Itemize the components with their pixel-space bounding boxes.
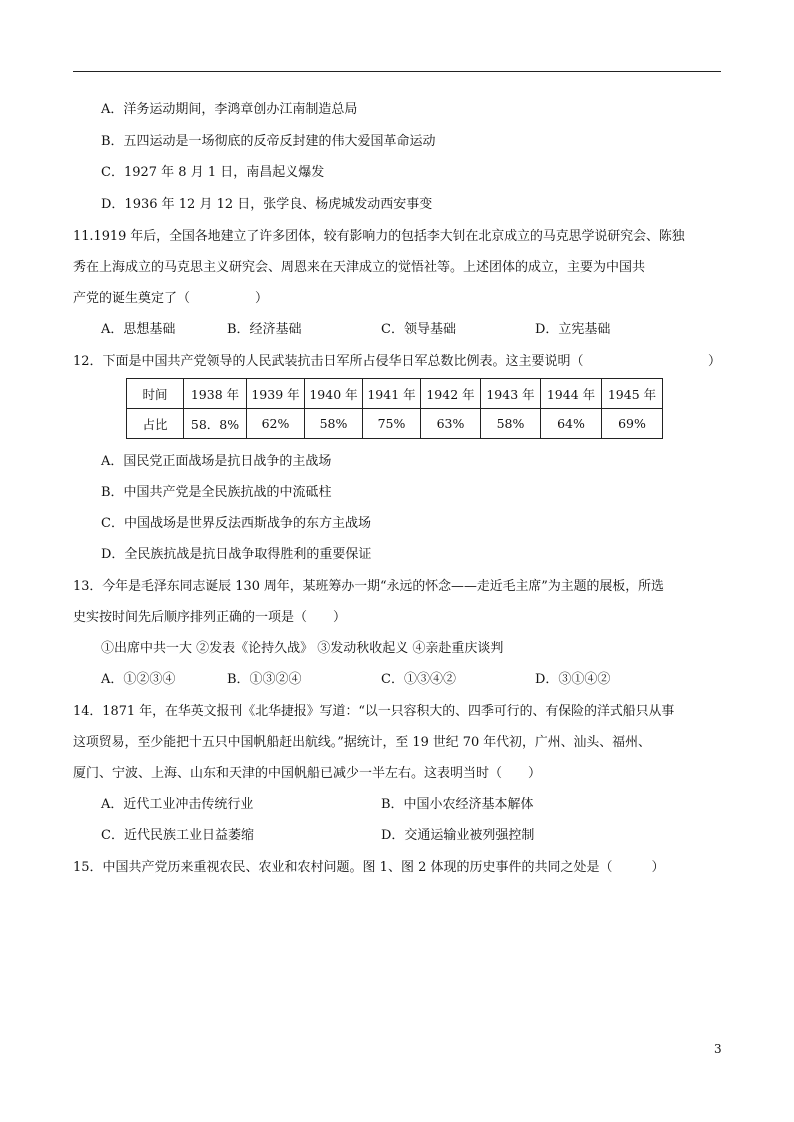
table-value-cell: 58．8% <box>184 409 247 439</box>
q12-option-c: C．中国战场是世界反法西斯战争的东方主战场 <box>101 516 371 531</box>
table-value-cell: 63% <box>421 409 481 439</box>
q13-option-b: B．①③②④ <box>227 672 302 687</box>
header-rule <box>73 71 721 72</box>
q13-option-c: C．①③④② <box>381 672 456 687</box>
q11-option-b: B．经济基础 <box>227 322 302 337</box>
table-value-cell: 58% <box>481 409 541 439</box>
q14-stem-line3: 厦门、宁波、上海、山东和天津的中国帆船已减少一半左右。这表明当时（ ） <box>73 766 542 781</box>
q11-stem-line3: 产党的诞生奠定了（ ） <box>73 291 269 306</box>
table-value-cell: 75% <box>363 409 421 439</box>
q12-option-b: B．中国共产党是全民族抗战的中流砥柱 <box>101 485 332 500</box>
table-value-row <box>127 409 663 439</box>
q10-option-c: C．1927 年 8 月 1 日，南昌起义爆发 <box>101 165 325 180</box>
q13-items: ①出席中共一大 ②发表《论持久战》 ③发动秋收起义 ④亲赴重庆谈判 <box>101 641 504 656</box>
ratio-table <box>126 378 663 439</box>
table-year-cell: 1941 年 <box>363 379 421 409</box>
table-value-cell: 62% <box>247 409 305 439</box>
table-header-row <box>127 379 663 409</box>
q14-option-d: D．交通运输业被列强控制 <box>381 828 535 843</box>
page-number: 3 <box>714 1042 722 1056</box>
q13-stem-line1: 13．今年是毛泽东同志诞辰 130 周年，某班筹办一期“永远的怀念——走近毛主席”为主题的展板，所选 <box>73 579 664 594</box>
q12-option-a: A．国民党正面战场是抗日战争的主战场 <box>101 454 332 469</box>
q13-stem-line2: 史实按时间先后顺序排列正确的一项是（ ） <box>73 610 347 625</box>
table-year-cell: 1938 年 <box>184 379 247 409</box>
table-header-label: 时间 <box>127 379 184 409</box>
q14-option-b: B．中国小农经济基本解体 <box>381 797 534 812</box>
table-year-cell: 1945 年 <box>602 379 663 409</box>
table-year-cell: 1944 年 <box>541 379 602 409</box>
table-value-cell: 64% <box>541 409 602 439</box>
table-year-cell: 1939 年 <box>247 379 305 409</box>
q11-option-d: D．立宪基础 <box>535 322 611 337</box>
table-year-cell: 1940 年 <box>305 379 363 409</box>
q12-stem-close: ） <box>708 354 722 369</box>
q10-option-b: B．五四运动是一场彻底的反帝反封建的伟大爱国革命运动 <box>101 134 436 149</box>
table-row-label: 占比 <box>127 409 184 439</box>
q12-option-d: D．全民族抗战是抗日战争取得胜利的重要保证 <box>101 547 372 562</box>
q11-stem-line1: 11.1919 年后，全国各地建立了许多团体，较有影响力的包括李大钊在北京成立的马克思学说研究会、陈独 <box>73 229 685 244</box>
q11-option-c: C．领导基础 <box>381 322 456 337</box>
q14-option-c: C．近代民族工业日益萎缩 <box>101 828 254 843</box>
q12-stem: 12．下面是中国共产党领导的人民武装抗击日军所占侵华日军总数比例表。这主要说明（ <box>73 354 584 369</box>
q10-option-d: D．1936 年 12 月 12 日，张学良、杨虎城发动西安事变 <box>101 197 433 212</box>
q11-stem-line2: 秀在上海成立的马克思主义研究会、周恩来在天津成立的觉悟社等。上述团体的成立，主要为中国共 <box>73 260 646 275</box>
q10-option-a: A．洋务运动期间，李鸿章创办江南制造总局 <box>101 102 358 117</box>
q13-option-d: D．③①④② <box>535 672 611 687</box>
table-year-cell: 1942 年 <box>421 379 481 409</box>
table-year-cell: 1943 年 <box>481 379 541 409</box>
table-value-cell: 58% <box>305 409 363 439</box>
q13-option-a: A．①②③④ <box>101 672 176 687</box>
q14-option-a: A．近代工业冲击传统行业 <box>101 797 254 812</box>
table-value-cell: 69% <box>602 409 663 439</box>
q14-stem-line1: 14．1871 年，在华英文报刊《北华捷报》写道：“以一只容积大的、四季可行的、有保险的洋式船只从事 <box>73 704 675 719</box>
q11-option-a: A．思想基础 <box>101 322 176 337</box>
q15-stem: 15．中国共产党历来重视农民、农业和农村问题。图 1、图 2 体现的历史事件的共同之处是（ ） <box>73 860 665 875</box>
q14-stem-line2: 这项贸易，至少能把十五只中国帆船赶出航线。”据统计，至 19 世纪 70 年代初，广州、汕头、福州、 <box>73 735 651 750</box>
